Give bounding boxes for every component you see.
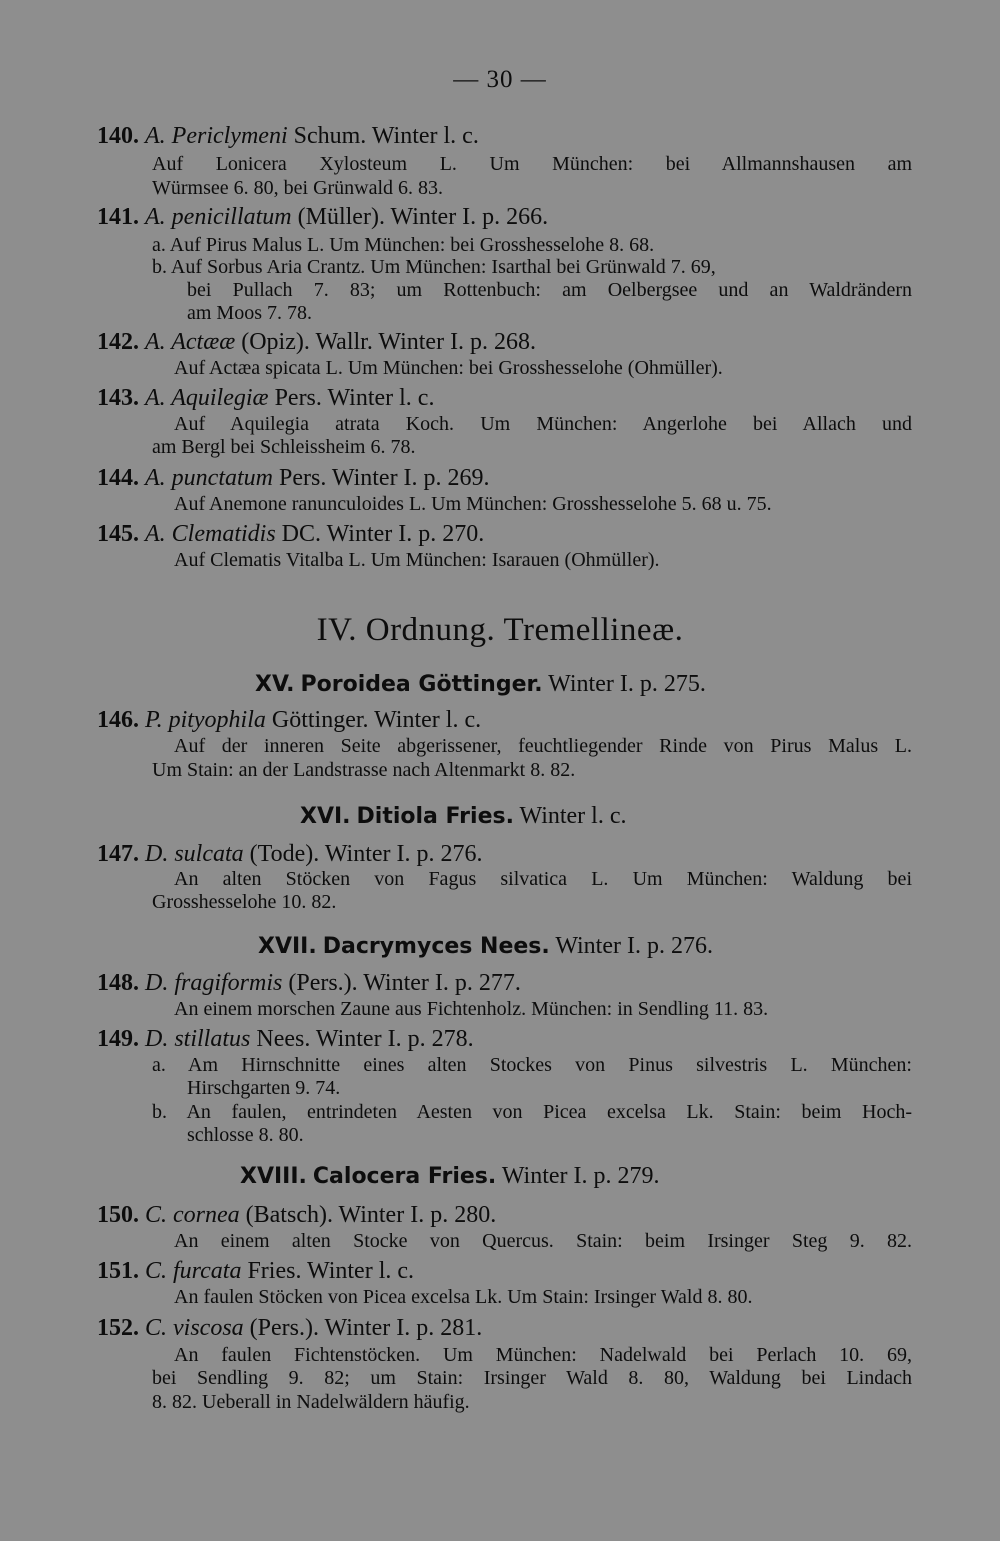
entry-line: Auf der inneren Seite abgerissener, feuchtliegender Rinde von Pirus Malus L. xyxy=(174,735,912,757)
entry-number: 142. xyxy=(97,329,139,355)
genus-number: XVII. xyxy=(258,934,317,959)
species-name: D. stillatus xyxy=(145,1026,251,1052)
species-name: P. pityophila xyxy=(145,707,266,733)
page-number: — 30 — xyxy=(453,66,547,93)
entry-head-142 xyxy=(97,328,536,356)
entry-authority: Schum. Winter l. c. xyxy=(287,123,479,149)
entry-number: 147. xyxy=(97,841,139,867)
entry-number: 143. xyxy=(97,385,139,411)
entry-line: An alten Stöcken von Fagus silvatica L. Um München: Waldung bei xyxy=(174,868,912,890)
entry-head-151 xyxy=(97,1257,414,1285)
entry-line: bei Pullach 7. 83; um Rottenbuch: am Oelbergsee und an Waldrändern xyxy=(187,279,912,301)
entry-authority: (Müller). Winter I. p. 266. xyxy=(291,204,549,230)
entry-number: 148. xyxy=(97,970,139,996)
entry-authority: (Tode). Winter I. p. 276. xyxy=(243,841,483,867)
entry-head-143 xyxy=(97,384,434,412)
species-name: A. Aquilegiæ xyxy=(145,385,269,411)
genus-reference: Winter I. p. 276. xyxy=(549,933,713,959)
entry-head-140 xyxy=(97,122,479,150)
entry-line: An faulen Fichtenstöcken. Um München: Nadelwald bei Perlach 10. 69, xyxy=(174,1344,912,1366)
entry-number: 152. xyxy=(97,1315,139,1341)
species-name: C. furcata xyxy=(145,1258,242,1284)
entry-line: am Moos 7. 78. xyxy=(187,302,312,324)
entry-line: bei Sendling 9. 82; um Stain: Irsinger Wald 8. 80, Waldung bei Lindach xyxy=(152,1367,912,1389)
entry-line: 8. 82. Ueberall in Nadelwäldern häufig. xyxy=(152,1391,470,1413)
entry-line: Würmsee 6. 80, bei Grünwald 6. 83. xyxy=(152,177,444,199)
genus-reference: Winter l. c. xyxy=(513,803,627,829)
entry-number: 140. xyxy=(97,123,139,149)
entry-line: Auf Lonicera Xylosteum L. Um München: bei Allmannshausen am xyxy=(152,153,912,175)
entry-line: An einem alten Stocke von Quercus. Stain: beim Irsinger Steg 9. 82. xyxy=(174,1230,912,1252)
entry-authority: (Pers.). Winter I. p. 277. xyxy=(282,970,521,996)
entry-line: An einem morschen Zaune aus Fichtenholz. München: in Sendling 11. 83. xyxy=(174,998,769,1020)
species-name: A. Actææ xyxy=(145,329,236,355)
order-heading: IV. Ordnung. Tremellineæ. xyxy=(316,612,684,648)
genus-heading-xvi xyxy=(300,802,627,831)
entry-head-147 xyxy=(97,840,483,868)
genus-name: Dacrymyces Nees. xyxy=(322,934,550,959)
entry-line: schlosse 8. 80. xyxy=(187,1124,304,1146)
entry-head-145 xyxy=(97,520,484,548)
entry-line: b. An faulen, entrindeten Aesten von Picea excelsa Lk. Stain: beim Hoch- xyxy=(152,1101,912,1123)
entry-number: 146. xyxy=(97,707,139,733)
genus-number: XVI. xyxy=(300,804,351,829)
entry-authority: Fries. Winter l. c. xyxy=(241,1258,415,1284)
entry-authority: Nees. Winter I. p. 278. xyxy=(250,1026,474,1052)
species-name: A. punctatum xyxy=(145,465,273,491)
entry-line: a. Auf Pirus Malus L. Um München: bei Grosshesselohe 8. 68. xyxy=(152,234,655,256)
genus-number: XVIII. xyxy=(240,1164,307,1189)
entry-line: am Bergl bei Schleissheim 6. 78. xyxy=(152,436,416,458)
genus-name: Poroidea Göttinger. xyxy=(300,672,543,697)
species-name: D. fragiformis xyxy=(145,970,283,996)
entry-head-149 xyxy=(97,1025,474,1053)
entry-line: Um Stain: an der Landstrasse nach Altenmarkt 8. 82. xyxy=(152,759,576,781)
genus-number: XV. xyxy=(255,672,295,697)
entry-number: 151. xyxy=(97,1258,139,1284)
entry-authority: Pers. Winter l. c. xyxy=(268,385,435,411)
genus-name: Calocera Fries. xyxy=(312,1164,497,1189)
entry-line: Auf Actæa spicata L. Um München: bei Grosshesselohe (Ohmüller). xyxy=(174,357,723,379)
entry-line: Auf Clematis Vitalba L. Um München: Isarauen (Ohmüller). xyxy=(174,549,660,571)
entry-line: Grosshesselohe 10. 82. xyxy=(152,891,337,913)
species-name: C. viscosa xyxy=(145,1315,244,1341)
genus-heading-xv xyxy=(255,670,706,699)
entry-head-144 xyxy=(97,464,490,492)
genus-heading-xviii xyxy=(240,1162,660,1191)
entry-line: Auf Anemone ranunculoides L. Um München: Grosshesselohe 5. 68 u. 75. xyxy=(174,493,772,515)
species-name: A. Clematidis xyxy=(145,521,276,547)
entry-head-146 xyxy=(97,706,481,734)
entry-number: 150. xyxy=(97,1202,139,1228)
entry-line: a. Am Hirnschnitte eines alten Stockes von Pinus silvestris L. München: xyxy=(152,1054,912,1076)
entry-number: 141. xyxy=(97,204,139,230)
species-name: D. sulcata xyxy=(145,841,244,867)
entry-authority: DC. Winter I. p. 270. xyxy=(275,521,485,547)
entry-line: An faulen Stöcken von Picea excelsa Lk. Um Stain: Irsinger Wald 8. 80. xyxy=(174,1286,753,1308)
entry-line: b. Auf Sorbus Aria Crantz. Um München: Isarthal bei Grünwald 7. 69, xyxy=(152,256,716,278)
genus-reference: Winter I. p. 279. xyxy=(496,1163,660,1189)
entry-head-152 xyxy=(97,1314,482,1342)
entry-authority: (Pers.). Winter I. p. 281. xyxy=(243,1315,483,1341)
entry-authority: Göttinger. Winter l. c. xyxy=(265,707,482,733)
entry-number: 144. xyxy=(97,465,139,491)
entry-authority: (Opiz). Wallr. Winter I. p. 268. xyxy=(235,329,537,355)
entry-authority: Pers. Winter I. p. 269. xyxy=(272,465,490,491)
species-name: A. Periclymeni xyxy=(145,123,288,149)
entry-line: Hirschgarten 9. 74. xyxy=(187,1077,341,1099)
entry-authority: (Batsch). Winter I. p. 280. xyxy=(239,1202,497,1228)
species-name: A. penicillatum xyxy=(145,204,292,230)
entry-line: Auf Aquilegia atrata Koch. Um München: Angerlohe bei Allach und xyxy=(174,413,912,435)
genus-reference: Winter I. p. 275. xyxy=(542,671,706,697)
entry-head-141 xyxy=(97,203,548,231)
entry-head-148 xyxy=(97,969,521,997)
entry-number: 149. xyxy=(97,1026,139,1052)
species-name: C. cornea xyxy=(145,1202,240,1228)
genus-heading-xvii xyxy=(258,932,713,961)
entry-number: 145. xyxy=(97,521,139,547)
entry-head-150 xyxy=(97,1201,496,1229)
genus-name: Ditiola Fries. xyxy=(356,804,514,829)
